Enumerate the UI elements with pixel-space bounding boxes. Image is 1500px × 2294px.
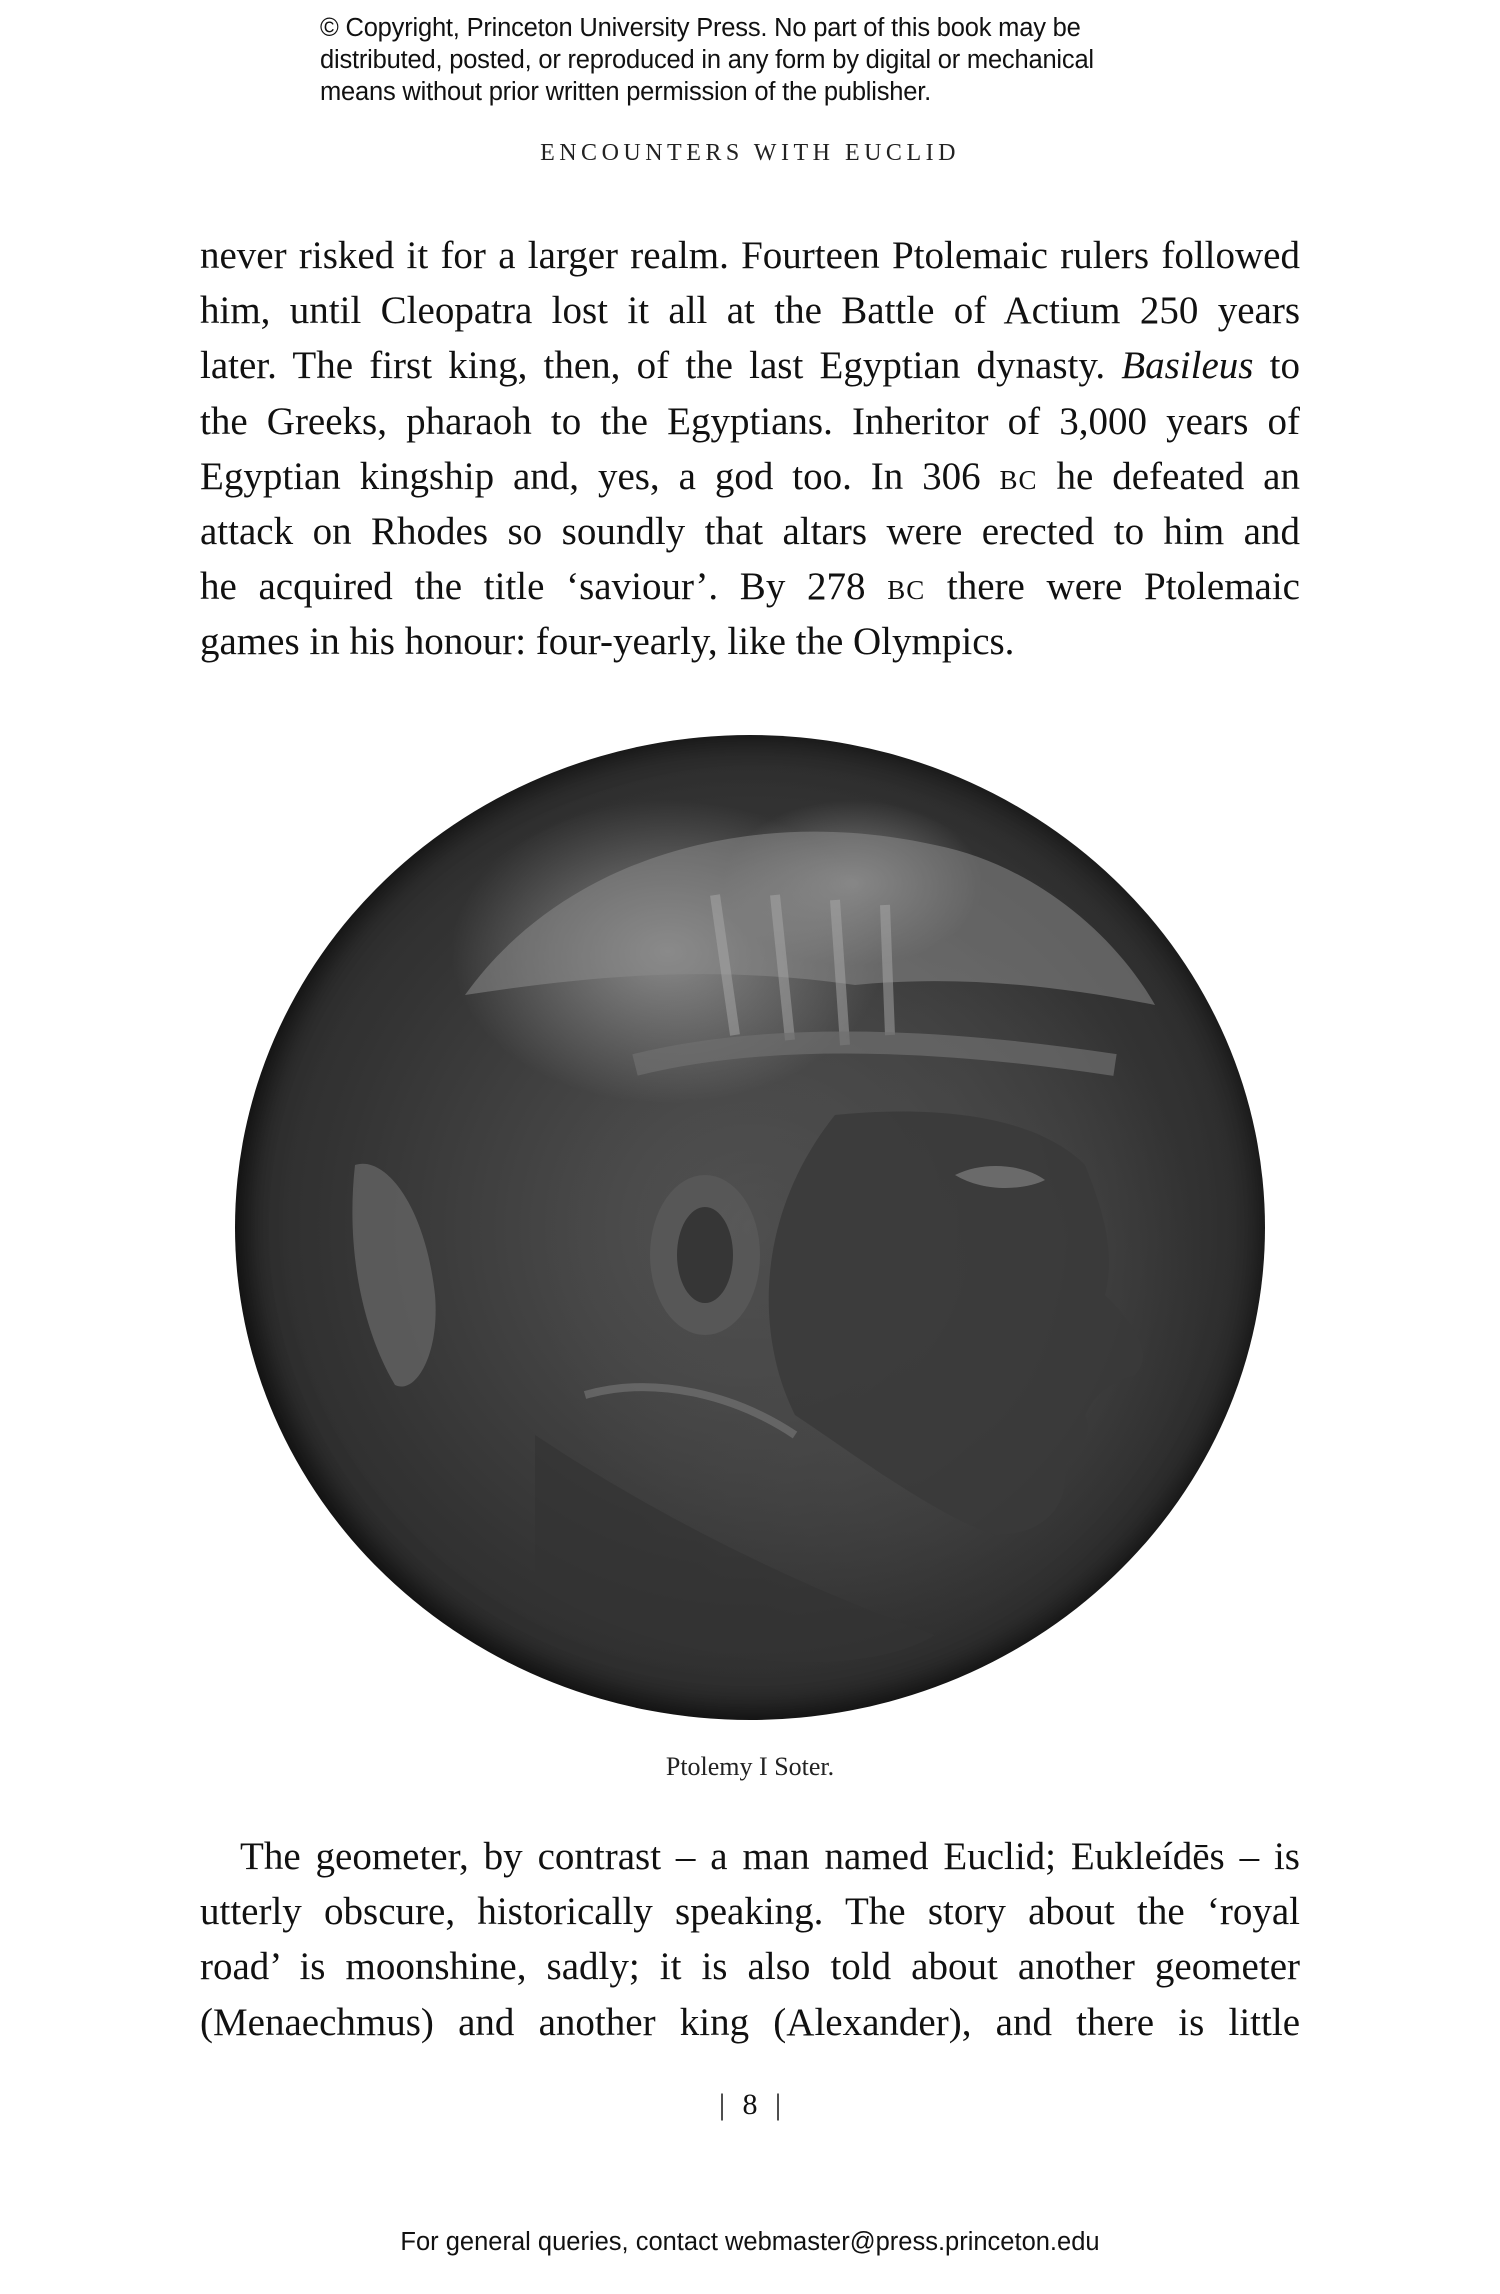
text-line: the Greeks, pharaoh to the Egyptians. Inheritor of 3,000 years of [200,399,1300,443]
text-line: utterly obscure, historically speaking. The story about the ‘royal [200,1890,1300,1934]
era-abbreviation: bc [999,454,1038,498]
text-line: games in his honour: four-yearly, like the Olympics. [200,620,1015,664]
text-line: him, until Cleopatra lost it all at the Battle of Actium 250 years [200,289,1300,333]
text-run: he defeated an [1037,454,1300,498]
running-head: ENCOUNTERS WITH EUCLID [540,140,960,166]
footer-contact: For general queries, contact webmaster@press.princeton.edu [400,2228,1100,2256]
copyright-line: means without prior written permission of the publisher. [320,78,932,106]
text-line: attack on Rhodes so soundly that altars were erected to him and [200,509,1300,553]
text-line [200,449,1300,504]
page-number: | 8 | [718,2088,781,2121]
text-line [200,559,1300,614]
text-run: Egyptian kingship and, yes, a god too. In 306 [200,454,1000,498]
text-line: never risked it for a larger realm. Fourteen Ptolemaic rulers followed [200,234,1300,277]
text-line: road’ is moonshine, sadly; it is also told about another geometer [200,1945,1300,1989]
copyright-notice [320,12,1220,108]
body-paragraph-1 [200,228,1300,670]
text-run: to [1253,344,1300,388]
text-line [200,338,1300,393]
text-run: he acquired the title ‘saviour’. By 278 [200,565,888,609]
text-run: there were Ptolemaic [925,565,1300,609]
coin-portrait-icon [235,735,1265,1720]
copyright-line: distributed, posted, or reproduced in any form by digital or mechanical [320,46,1094,74]
coin-image [235,735,1265,1720]
figure-coin [235,735,1265,1720]
italic-term: Basileus [1121,344,1254,388]
text-line: The geometer, by contrast – a man named Euclid; Eukleídēs – is [240,1835,1300,1878]
figure-caption: Ptolemy I Soter. [665,1752,835,1781]
body-paragraph-2 [200,1829,1300,2050]
copyright-line: © Copyright, Princeton University Press. No part of this book may be [320,14,1081,42]
text-line: (Menaechmus) and another king (Alexander), and there is little [200,2000,1300,2044]
era-abbreviation: bc [887,565,926,609]
text-run: later. The first king, then, of the last Egyptian dynasty. [200,344,1122,388]
